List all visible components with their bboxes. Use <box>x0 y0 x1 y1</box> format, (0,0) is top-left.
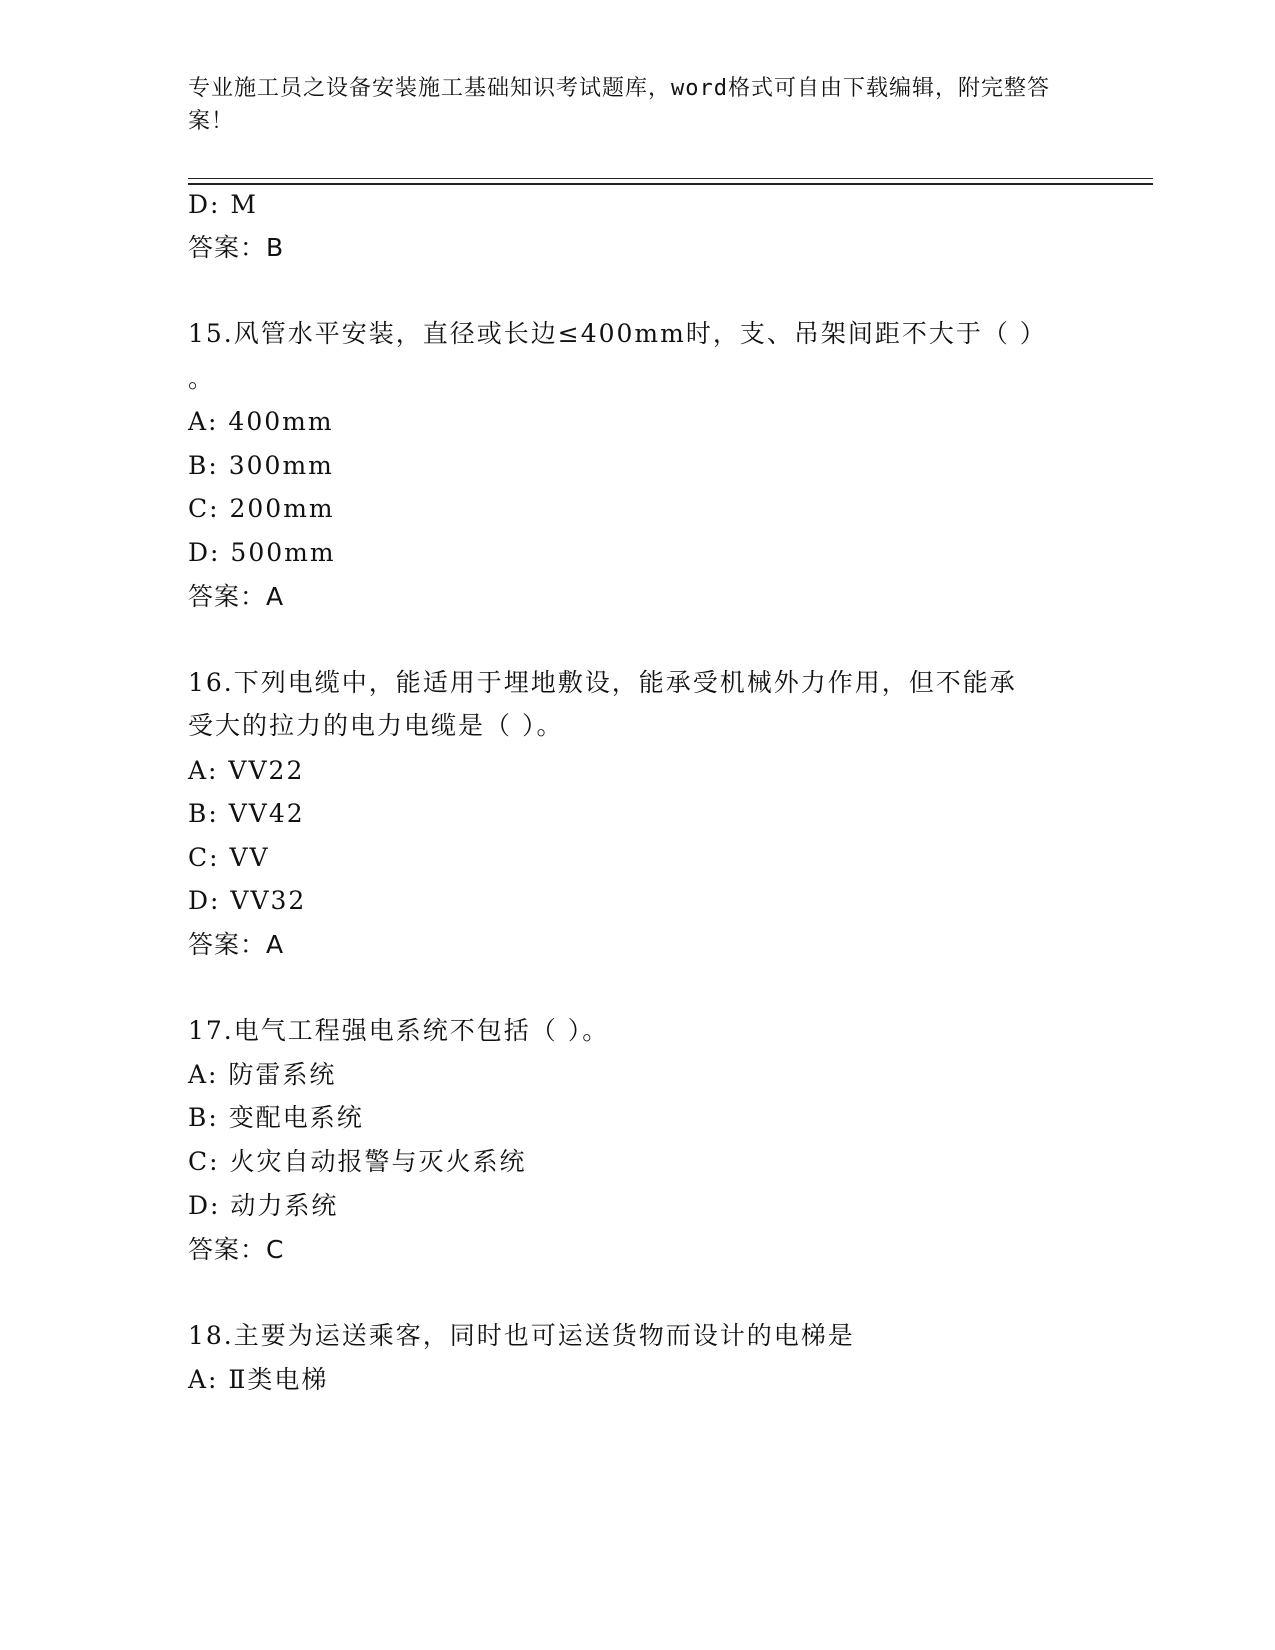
question-15-option-c: C: 200mm <box>188 494 335 523</box>
document-header: 专业施工员之设备安装施工基础知识考试题库，word格式可自由下载编辑，附完整答案！ <box>188 76 1050 134</box>
question-18-stem: 18.主要为运送乘客，同时也可运送货物而设计的电梯是 <box>188 1321 855 1350</box>
question-15-answer: 答案：A <box>188 582 285 611</box>
question-16-answer: 答案：A <box>188 930 285 959</box>
header-divider <box>188 178 1153 179</box>
question-16-option-a: A: VV22 <box>188 756 305 785</box>
question-16-option-b: B: VV42 <box>188 799 305 828</box>
question-17-option-c: C: 火灾自动报警与灭火系统 <box>188 1147 527 1176</box>
question-18-option-a: A: Ⅱ类电梯 <box>188 1365 329 1394</box>
question-15-option-d: D: 500mm <box>188 538 336 567</box>
question-15-stem-cont: 。 <box>188 364 216 393</box>
question-16-option-d: D: VV32 <box>188 886 307 915</box>
header-divider-thick <box>188 183 1153 185</box>
question-17-option-b: B: 变配电系统 <box>188 1103 364 1132</box>
question-17-stem: 17.电气工程强电系统不包括（ ）。 <box>188 1016 610 1045</box>
option-d: D: M <box>188 190 259 219</box>
question-15-stem: 15.风管水平安装，直径或长边≤400mm时，支、吊架间距不大于（ ） <box>188 319 1047 348</box>
question-15-option-a: A: 400mm <box>188 407 334 436</box>
question-16-stem: 16.下列电缆中，能适用于埋地敷设，能承受机械外力作用，但不能承 <box>188 668 1017 697</box>
question-16-option-c: C: VV <box>188 843 270 872</box>
question-15-option-b: B: 300mm <box>188 451 334 480</box>
question-16-stem-cont: 受大的拉力的电力电缆是（ ）。 <box>188 711 564 740</box>
question-17-option-a: A: 防雷系统 <box>188 1060 337 1089</box>
question-17-option-d: D: 动力系统 <box>188 1191 339 1220</box>
answer: 答案：B <box>188 233 285 262</box>
question-17-answer: 答案：C <box>188 1235 285 1264</box>
